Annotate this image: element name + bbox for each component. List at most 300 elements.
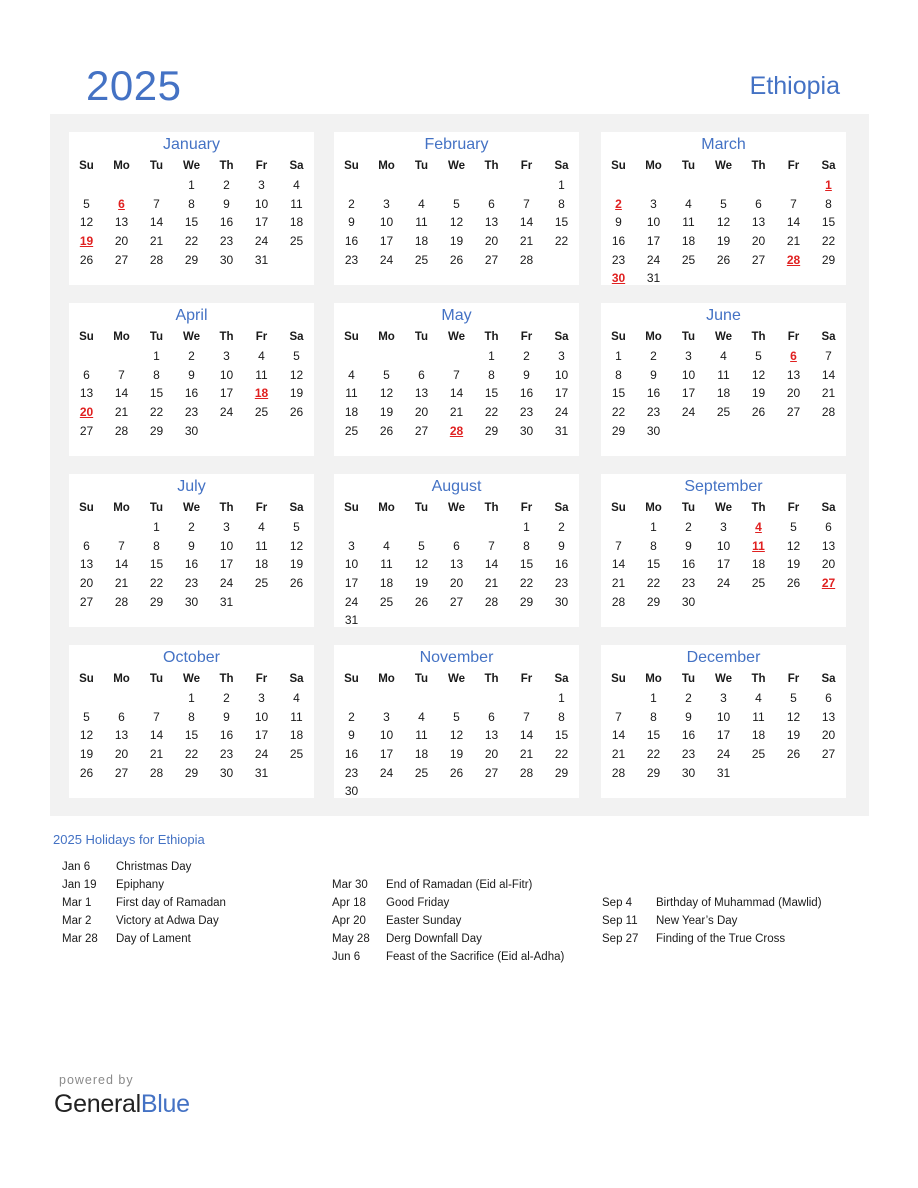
- empty-cell: [334, 347, 369, 366]
- day-cell: 23: [554, 576, 569, 591]
- holiday-date: Jan 19: [62, 879, 97, 891]
- holiday-name: Birthday of Muhammad (Mawlid): [656, 897, 822, 909]
- weekday-header: Mo: [645, 331, 662, 343]
- day-cell: 4: [685, 196, 692, 211]
- day-cell: 19: [449, 234, 464, 249]
- day-cell: 23: [681, 576, 696, 591]
- day-cell: 12: [716, 215, 731, 230]
- day-cell: 23: [184, 576, 199, 591]
- empty-cell: [404, 347, 439, 366]
- weekday-header: Sa: [289, 502, 304, 514]
- day-cell: 12: [289, 367, 304, 382]
- day-cell: 19: [289, 386, 304, 401]
- holiday-name: First day of Ramadan: [116, 897, 226, 909]
- day-cell: 9: [223, 709, 230, 724]
- day-cell: 8: [650, 538, 657, 553]
- day-cell: 12: [379, 386, 394, 401]
- day-cell: 28: [149, 252, 164, 267]
- holiday-day-cell: 19: [79, 234, 94, 249]
- day-cell: 2: [348, 709, 355, 724]
- day-cell: 16: [681, 728, 696, 743]
- holiday-day-cell: 2: [615, 196, 622, 211]
- weekday-header: Mo: [645, 502, 662, 514]
- weekday-header: Sa: [821, 673, 836, 685]
- day-cell: 24: [716, 576, 731, 591]
- day-cell: 15: [149, 557, 164, 572]
- day-cell: 9: [188, 367, 195, 382]
- holiday-date: Jun 6: [332, 951, 361, 963]
- day-cell: 8: [153, 367, 160, 382]
- empty-cell: [439, 782, 474, 801]
- day-cell: 26: [449, 252, 464, 267]
- day-cell: 1: [153, 520, 160, 535]
- holiday-name: Finding of the True Cross: [656, 933, 786, 945]
- day-cell: 10: [716, 709, 731, 724]
- day-cell: 27: [786, 405, 801, 420]
- month-days-table: [601, 156, 846, 288]
- empty-cell: [474, 611, 509, 630]
- day-cell: 6: [453, 538, 460, 553]
- day-cell: 3: [558, 349, 565, 364]
- day-cell: 25: [414, 252, 429, 267]
- day-cell: 5: [453, 196, 460, 211]
- day-cell: 30: [184, 594, 199, 609]
- weekday-header: Fr: [255, 160, 268, 172]
- day-cell: 22: [519, 576, 534, 591]
- day-cell: 3: [383, 196, 390, 211]
- day-cell: 13: [414, 386, 429, 401]
- day-cell: 3: [383, 709, 390, 724]
- empty-cell: [334, 518, 369, 537]
- day-cell: 24: [219, 576, 234, 591]
- empty-cell: [544, 782, 579, 801]
- day-cell: 23: [519, 405, 534, 420]
- empty-cell: [404, 782, 439, 801]
- day-cell: 28: [821, 405, 836, 420]
- weekday-header: Fr: [255, 331, 268, 343]
- day-cell: 7: [825, 349, 832, 364]
- empty-cell: [244, 421, 279, 440]
- day-cell: 19: [786, 557, 801, 572]
- weekday-header: Tu: [149, 673, 164, 685]
- day-cell: 4: [258, 349, 265, 364]
- weekday-header: Th: [484, 160, 499, 172]
- day-cell: 4: [293, 691, 300, 706]
- day-cell: 18: [414, 234, 429, 249]
- day-cell: 10: [219, 538, 234, 553]
- day-cell: 27: [751, 252, 766, 267]
- day-cell: 17: [716, 557, 731, 572]
- empty-cell: [334, 176, 369, 195]
- holiday-name: Victory at Adwa Day: [116, 915, 219, 927]
- weekday-header: Su: [79, 673, 94, 685]
- holiday-date: Mar 30: [332, 879, 368, 891]
- empty-cell: [279, 763, 314, 782]
- day-cell: 24: [344, 594, 359, 609]
- day-cell: 20: [484, 747, 499, 762]
- day-cell: 27: [114, 252, 129, 267]
- day-cell: 16: [184, 386, 199, 401]
- day-cell: 7: [523, 709, 530, 724]
- day-cell: 27: [414, 423, 429, 438]
- day-cell: 5: [293, 349, 300, 364]
- day-cell: 8: [825, 196, 832, 211]
- day-cell: 22: [554, 234, 569, 249]
- day-cell: 8: [523, 538, 530, 553]
- empty-cell: [811, 269, 846, 288]
- day-cell: 15: [184, 215, 199, 230]
- day-cell: 11: [380, 557, 393, 572]
- day-cell: 28: [114, 423, 129, 438]
- day-cell: 20: [821, 557, 836, 572]
- weekday-header: Su: [79, 502, 94, 514]
- day-cell: 27: [449, 594, 464, 609]
- day-cell: 12: [786, 538, 801, 553]
- empty-cell: [104, 689, 139, 708]
- day-cell: 12: [414, 557, 429, 572]
- day-cell: 15: [821, 215, 836, 230]
- day-cell: 24: [646, 252, 661, 267]
- day-cell: 29: [519, 594, 534, 609]
- month-days-table: [334, 156, 579, 269]
- weekday-header: Sa: [289, 331, 304, 343]
- weekday-header: Mo: [113, 331, 130, 343]
- month-name: July: [177, 478, 206, 495]
- day-cell: 18: [289, 728, 304, 743]
- day-cell: 21: [611, 747, 626, 762]
- day-cell: 12: [449, 728, 464, 743]
- month-name: January: [163, 136, 220, 153]
- weekday-header: Th: [219, 160, 234, 172]
- weekday-header: Sa: [554, 160, 569, 172]
- day-cell: 24: [554, 405, 569, 420]
- day-cell: 21: [149, 747, 164, 762]
- empty-cell: [671, 269, 706, 288]
- empty-cell: [671, 176, 706, 195]
- month-days-table: [601, 327, 846, 440]
- weekday-header: Mo: [378, 673, 395, 685]
- day-cell: 14: [114, 386, 129, 401]
- day-cell: 26: [414, 594, 429, 609]
- day-cell: 3: [650, 196, 657, 211]
- day-cell: 5: [83, 196, 90, 211]
- holiday-name: New Year’s Day: [656, 915, 738, 927]
- day-cell: 16: [184, 557, 199, 572]
- holiday-day-cell: 28: [449, 423, 464, 438]
- empty-cell: [636, 176, 671, 195]
- day-cell: 28: [519, 252, 534, 267]
- weekday-header: We: [447, 160, 466, 172]
- empty-cell: [244, 592, 279, 611]
- day-cell: 15: [554, 215, 569, 230]
- weekday-header: Mo: [378, 502, 395, 514]
- day-cell: 4: [258, 520, 265, 535]
- weekday-header: Th: [751, 331, 766, 343]
- day-cell: 2: [523, 349, 530, 364]
- powered-by-label: powered by: [59, 1073, 134, 1087]
- month-november: [334, 645, 579, 798]
- day-cell: 9: [685, 709, 692, 724]
- empty-cell: [404, 689, 439, 708]
- day-cell: 7: [615, 709, 622, 724]
- day-cell: 20: [414, 405, 429, 420]
- generalblue-logo: [54, 1090, 190, 1119]
- day-cell: 6: [755, 196, 762, 211]
- day-cell: 22: [554, 747, 569, 762]
- day-cell: 16: [554, 557, 569, 572]
- day-cell: 19: [379, 405, 394, 420]
- month-days-table: [69, 327, 314, 440]
- day-cell: 6: [488, 709, 495, 724]
- weekday-header: Th: [751, 160, 766, 172]
- day-cell: 24: [716, 747, 731, 762]
- day-cell: 21: [114, 576, 129, 591]
- day-cell: 4: [418, 709, 425, 724]
- day-cell: 28: [611, 765, 626, 780]
- day-cell: 2: [348, 196, 355, 211]
- brand-general: General: [54, 1090, 141, 1118]
- holiday-name: Good Friday: [386, 897, 450, 909]
- weekday-header: We: [714, 160, 733, 172]
- holiday-day-cell: 1: [825, 178, 832, 193]
- weekday-header: Fr: [520, 160, 533, 172]
- empty-cell: [741, 421, 776, 440]
- day-cell: 16: [646, 386, 661, 401]
- day-cell: 18: [289, 215, 304, 230]
- day-cell: 17: [254, 215, 269, 230]
- day-cell: 9: [348, 728, 355, 743]
- weekday-header: Su: [344, 502, 359, 514]
- day-cell: 16: [681, 557, 696, 572]
- day-cell: 13: [821, 538, 836, 553]
- day-cell: 31: [344, 613, 359, 628]
- month-june: [601, 303, 846, 456]
- empty-cell: [369, 689, 404, 708]
- day-cell: 23: [681, 747, 696, 762]
- day-cell: 19: [786, 728, 801, 743]
- day-cell: 7: [488, 538, 495, 553]
- empty-cell: [776, 421, 811, 440]
- holiday-name: Derg Downfall Day: [386, 933, 482, 945]
- holiday-date: Mar 2: [62, 915, 92, 927]
- empty-cell: [706, 176, 741, 195]
- day-cell: 5: [453, 709, 460, 724]
- day-cell: 29: [821, 252, 836, 267]
- month-august: [334, 474, 579, 627]
- day-cell: 9: [650, 367, 657, 382]
- day-cell: 10: [554, 367, 569, 382]
- day-cell: 9: [523, 367, 530, 382]
- day-cell: 8: [488, 367, 495, 382]
- day-cell: 1: [558, 178, 565, 193]
- day-cell: 10: [254, 196, 269, 211]
- empty-cell: [776, 269, 811, 288]
- day-cell: 29: [646, 765, 661, 780]
- weekday-header: Sa: [821, 331, 836, 343]
- day-cell: 17: [219, 386, 234, 401]
- day-cell: 3: [258, 178, 265, 193]
- day-cell: 23: [611, 252, 626, 267]
- holiday-day-cell: 20: [79, 405, 94, 420]
- weekday-header: Sa: [554, 502, 569, 514]
- day-cell: 7: [118, 538, 125, 553]
- weekday-header: Th: [219, 502, 234, 514]
- empty-cell: [776, 763, 811, 782]
- day-cell: 1: [188, 178, 195, 193]
- day-cell: 31: [646, 271, 661, 286]
- empty-cell: [741, 592, 776, 611]
- day-cell: 1: [615, 349, 622, 364]
- day-cell: 14: [114, 557, 129, 572]
- calendar-grid: [50, 114, 869, 816]
- holiday-date: Sep 4: [602, 897, 633, 909]
- day-cell: 27: [79, 423, 94, 438]
- weekday-header: Su: [611, 160, 626, 172]
- day-cell: 25: [414, 765, 429, 780]
- empty-cell: [741, 269, 776, 288]
- weekday-header: Tu: [149, 502, 164, 514]
- day-cell: 19: [751, 386, 766, 401]
- day-cell: 21: [484, 576, 499, 591]
- day-cell: 28: [484, 594, 499, 609]
- weekday-header: Tu: [414, 502, 429, 514]
- day-cell: 7: [153, 196, 160, 211]
- holiday-name: Day of Lament: [116, 933, 191, 945]
- empty-cell: [776, 592, 811, 611]
- day-cell: 6: [83, 367, 90, 382]
- empty-cell: [69, 176, 104, 195]
- day-cell: 26: [79, 765, 94, 780]
- day-cell: 17: [379, 747, 394, 762]
- empty-cell: [369, 782, 404, 801]
- day-cell: 29: [149, 423, 164, 438]
- month-name: February: [424, 136, 489, 153]
- day-cell: 6: [418, 367, 425, 382]
- day-cell: 29: [184, 765, 199, 780]
- weekday-header: Th: [484, 331, 499, 343]
- day-cell: 20: [79, 576, 94, 591]
- day-cell: 1: [153, 349, 160, 364]
- day-cell: 26: [449, 765, 464, 780]
- day-cell: 22: [149, 576, 164, 591]
- empty-cell: [706, 421, 741, 440]
- day-cell: 6: [825, 520, 832, 535]
- weekday-header: We: [182, 160, 201, 172]
- day-cell: 21: [611, 576, 626, 591]
- weekday-header: Fr: [520, 673, 533, 685]
- month-march: [601, 132, 846, 285]
- day-cell: 11: [415, 728, 428, 743]
- day-cell: 5: [383, 367, 390, 382]
- day-cell: 27: [484, 765, 499, 780]
- day-cell: 12: [449, 215, 464, 230]
- month-december: [601, 645, 846, 798]
- day-cell: 15: [646, 557, 661, 572]
- empty-cell: [671, 421, 706, 440]
- day-cell: 29: [611, 423, 626, 438]
- day-cell: 18: [751, 557, 766, 572]
- day-cell: 16: [219, 215, 234, 230]
- day-cell: 7: [153, 709, 160, 724]
- day-cell: 28: [519, 765, 534, 780]
- day-cell: 25: [254, 405, 269, 420]
- day-cell: 10: [716, 538, 731, 553]
- day-cell: 6: [118, 709, 125, 724]
- holiday-day-cell: 30: [611, 271, 626, 286]
- year-title: 2025: [86, 62, 182, 109]
- weekday-header: Mo: [645, 160, 662, 172]
- day-cell: 22: [611, 405, 626, 420]
- day-cell: 15: [484, 386, 499, 401]
- empty-cell: [509, 782, 544, 801]
- day-cell: 28: [149, 765, 164, 780]
- day-cell: 3: [720, 520, 727, 535]
- empty-cell: [104, 518, 139, 537]
- weekday-header: Sa: [554, 331, 569, 343]
- day-cell: 3: [685, 349, 692, 364]
- day-cell: 22: [646, 576, 661, 591]
- weekday-header: Sa: [289, 160, 304, 172]
- day-cell: 17: [554, 386, 569, 401]
- weekday-header: Th: [484, 673, 499, 685]
- day-cell: 14: [611, 728, 626, 743]
- month-days-table: [69, 156, 314, 269]
- day-cell: 29: [646, 594, 661, 609]
- weekday-header: Tu: [681, 673, 696, 685]
- month-days-table: [334, 669, 579, 801]
- day-cell: 21: [114, 405, 129, 420]
- day-cell: 27: [821, 747, 836, 762]
- day-cell: 4: [720, 349, 727, 364]
- empty-cell: [369, 347, 404, 366]
- day-cell: 10: [681, 367, 696, 382]
- day-cell: 17: [344, 576, 359, 591]
- day-cell: 9: [615, 215, 622, 230]
- day-cell: 19: [716, 234, 731, 249]
- weekday-header: Su: [344, 160, 359, 172]
- day-cell: 23: [344, 252, 359, 267]
- day-cell: 25: [289, 234, 304, 249]
- day-cell: 4: [348, 367, 355, 382]
- day-cell: 30: [219, 252, 234, 267]
- empty-cell: [404, 611, 439, 630]
- weekday-header: Tu: [414, 331, 429, 343]
- day-cell: 5: [418, 538, 425, 553]
- day-cell: 19: [449, 747, 464, 762]
- day-cell: 15: [184, 728, 199, 743]
- weekday-header: We: [714, 502, 733, 514]
- holiday-day-cell: 6: [118, 196, 125, 211]
- month-days-table: [69, 498, 314, 611]
- holiday-date: Sep 27: [602, 933, 639, 945]
- empty-cell: [69, 689, 104, 708]
- day-cell: 14: [149, 728, 164, 743]
- day-cell: 11: [345, 386, 358, 401]
- day-cell: 24: [379, 765, 394, 780]
- weekday-header: Fr: [255, 502, 268, 514]
- day-cell: 14: [519, 728, 534, 743]
- holiday-date: Mar 1: [62, 897, 92, 909]
- day-cell: 5: [720, 196, 727, 211]
- weekday-header: Mo: [113, 160, 130, 172]
- weekday-header: We: [714, 673, 733, 685]
- day-cell: 10: [344, 557, 359, 572]
- day-cell: 26: [786, 576, 801, 591]
- empty-cell: [279, 421, 314, 440]
- month-days-table: [601, 669, 846, 782]
- empty-cell: [439, 689, 474, 708]
- day-cell: 9: [348, 215, 355, 230]
